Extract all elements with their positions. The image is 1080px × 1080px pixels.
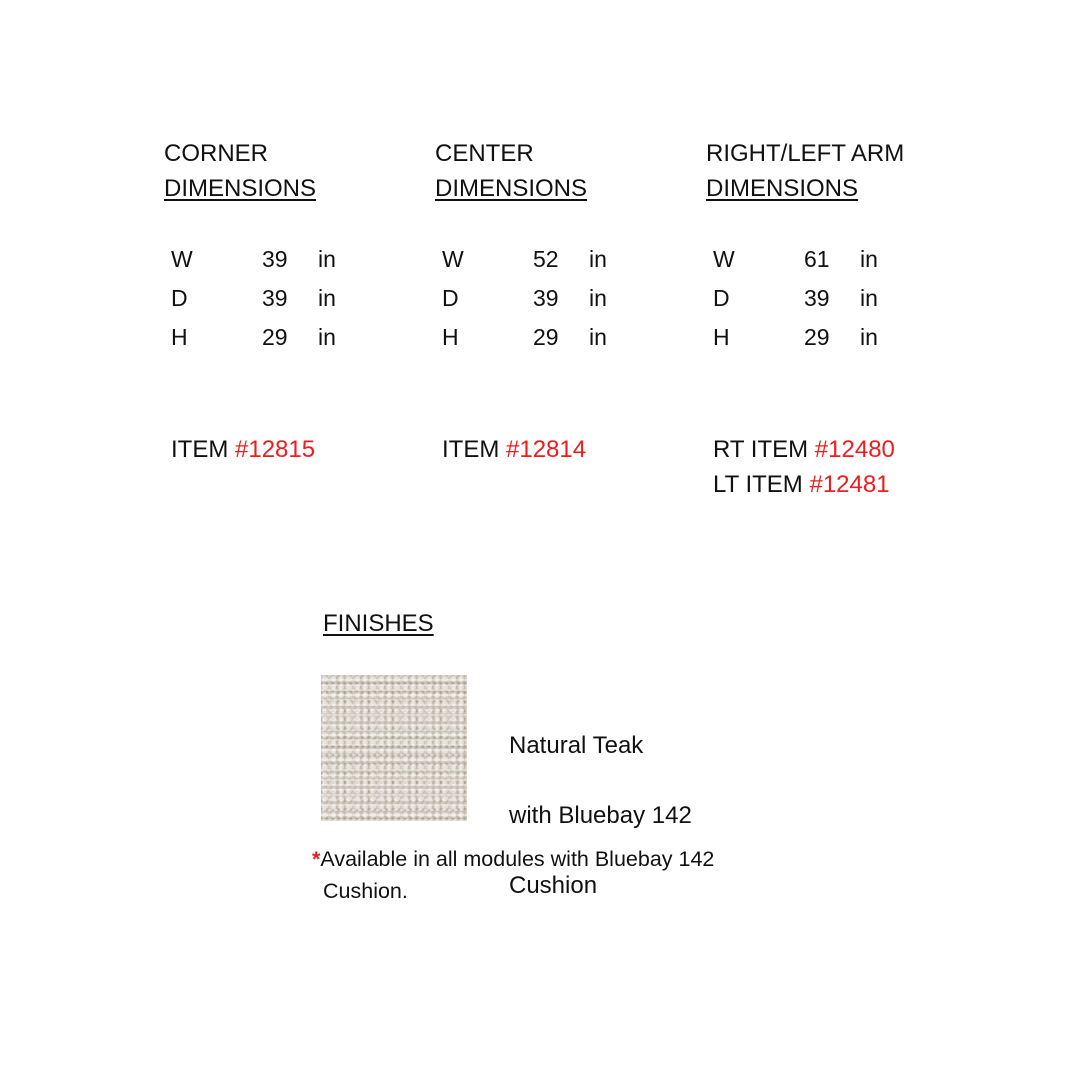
dimension-value: 29 [533,324,559,350]
dimension-row [171,318,358,357]
item-line [713,432,895,467]
corner-heading [164,136,424,206]
dimension-unit: in [318,246,336,272]
dimension-value: 39 [533,285,559,311]
arm-heading-title: RIGHT/LEFT ARM [706,140,905,167]
corner-column [164,136,424,463]
finishes-title: FINISHES [323,610,434,637]
corner-dimensions-table [171,240,358,357]
item-label: LT ITEM [713,471,810,498]
dimension-value: 61 [804,246,830,272]
dimension-value: 29 [804,324,830,350]
dimension-key: D [442,285,459,311]
dimension-key: W [442,246,464,272]
item-line [442,432,586,467]
item-label: ITEM [442,436,506,463]
finish-description-line: Cushion [509,872,598,899]
dimension-row [442,279,629,318]
item-label: ITEM [171,436,235,463]
dimension-key: W [713,246,735,272]
dimension-key: D [713,285,730,311]
dimension-unit: in [318,285,336,311]
item-number: #12480 [814,436,895,463]
item-number: #12814 [506,436,587,463]
note-text-line2: Cushion. [323,879,408,903]
dimension-unit: in [589,246,607,272]
dimension-unit: in [589,324,607,350]
item-label: RT ITEM [713,436,815,463]
arm-dimensions-table [713,240,900,357]
corner-heading-dimensions: DIMENSIONS [164,175,317,202]
dimension-row [442,318,629,357]
center-dimensions-table [442,240,629,357]
arm-heading-dimensions: DIMENSIONS [706,175,859,202]
item-number: #12481 [809,471,890,498]
center-column [435,136,695,463]
arm-items [713,432,895,502]
center-heading-title: CENTER [435,140,534,167]
dimension-unit: in [860,285,878,311]
dimension-value: 29 [262,324,288,350]
dimension-key: H [713,324,730,350]
dimension-unit: in [860,324,878,350]
dimension-row [171,240,358,279]
corner-items [171,432,315,467]
dimension-row [442,240,629,279]
item-number: #12815 [235,436,316,463]
dimension-key: H [442,324,459,350]
finish-description-line: Natural Teak [509,732,644,759]
dimension-value: 52 [533,246,559,272]
finish-swatch [321,675,467,821]
center-heading [435,136,695,206]
note-text-line1: Available in all modules with Bluebay 142 [320,847,715,871]
dimension-row [713,240,900,279]
dimension-value: 39 [262,246,288,272]
availability-note [312,843,792,907]
corner-heading-title: CORNER [164,140,269,167]
dimension-unit: in [318,324,336,350]
dimension-key: H [171,324,188,350]
dimension-row [713,279,900,318]
dimension-value: 39 [262,285,288,311]
center-items [442,432,586,467]
finish-description-line: with Bluebay 142 [509,802,692,829]
dimension-unit: in [860,246,878,272]
item-line [171,432,315,467]
dimension-row [713,318,900,357]
center-heading-dimensions: DIMENSIONS [435,175,588,202]
dimension-unit: in [589,285,607,311]
arm-heading [706,136,966,206]
note-asterisk: * [312,847,321,871]
item-line [713,467,895,502]
dimension-key: D [171,285,188,311]
dimension-row [171,279,358,318]
arm-column [706,136,966,498]
dimension-value: 39 [804,285,830,311]
dimension-key: W [171,246,193,272]
